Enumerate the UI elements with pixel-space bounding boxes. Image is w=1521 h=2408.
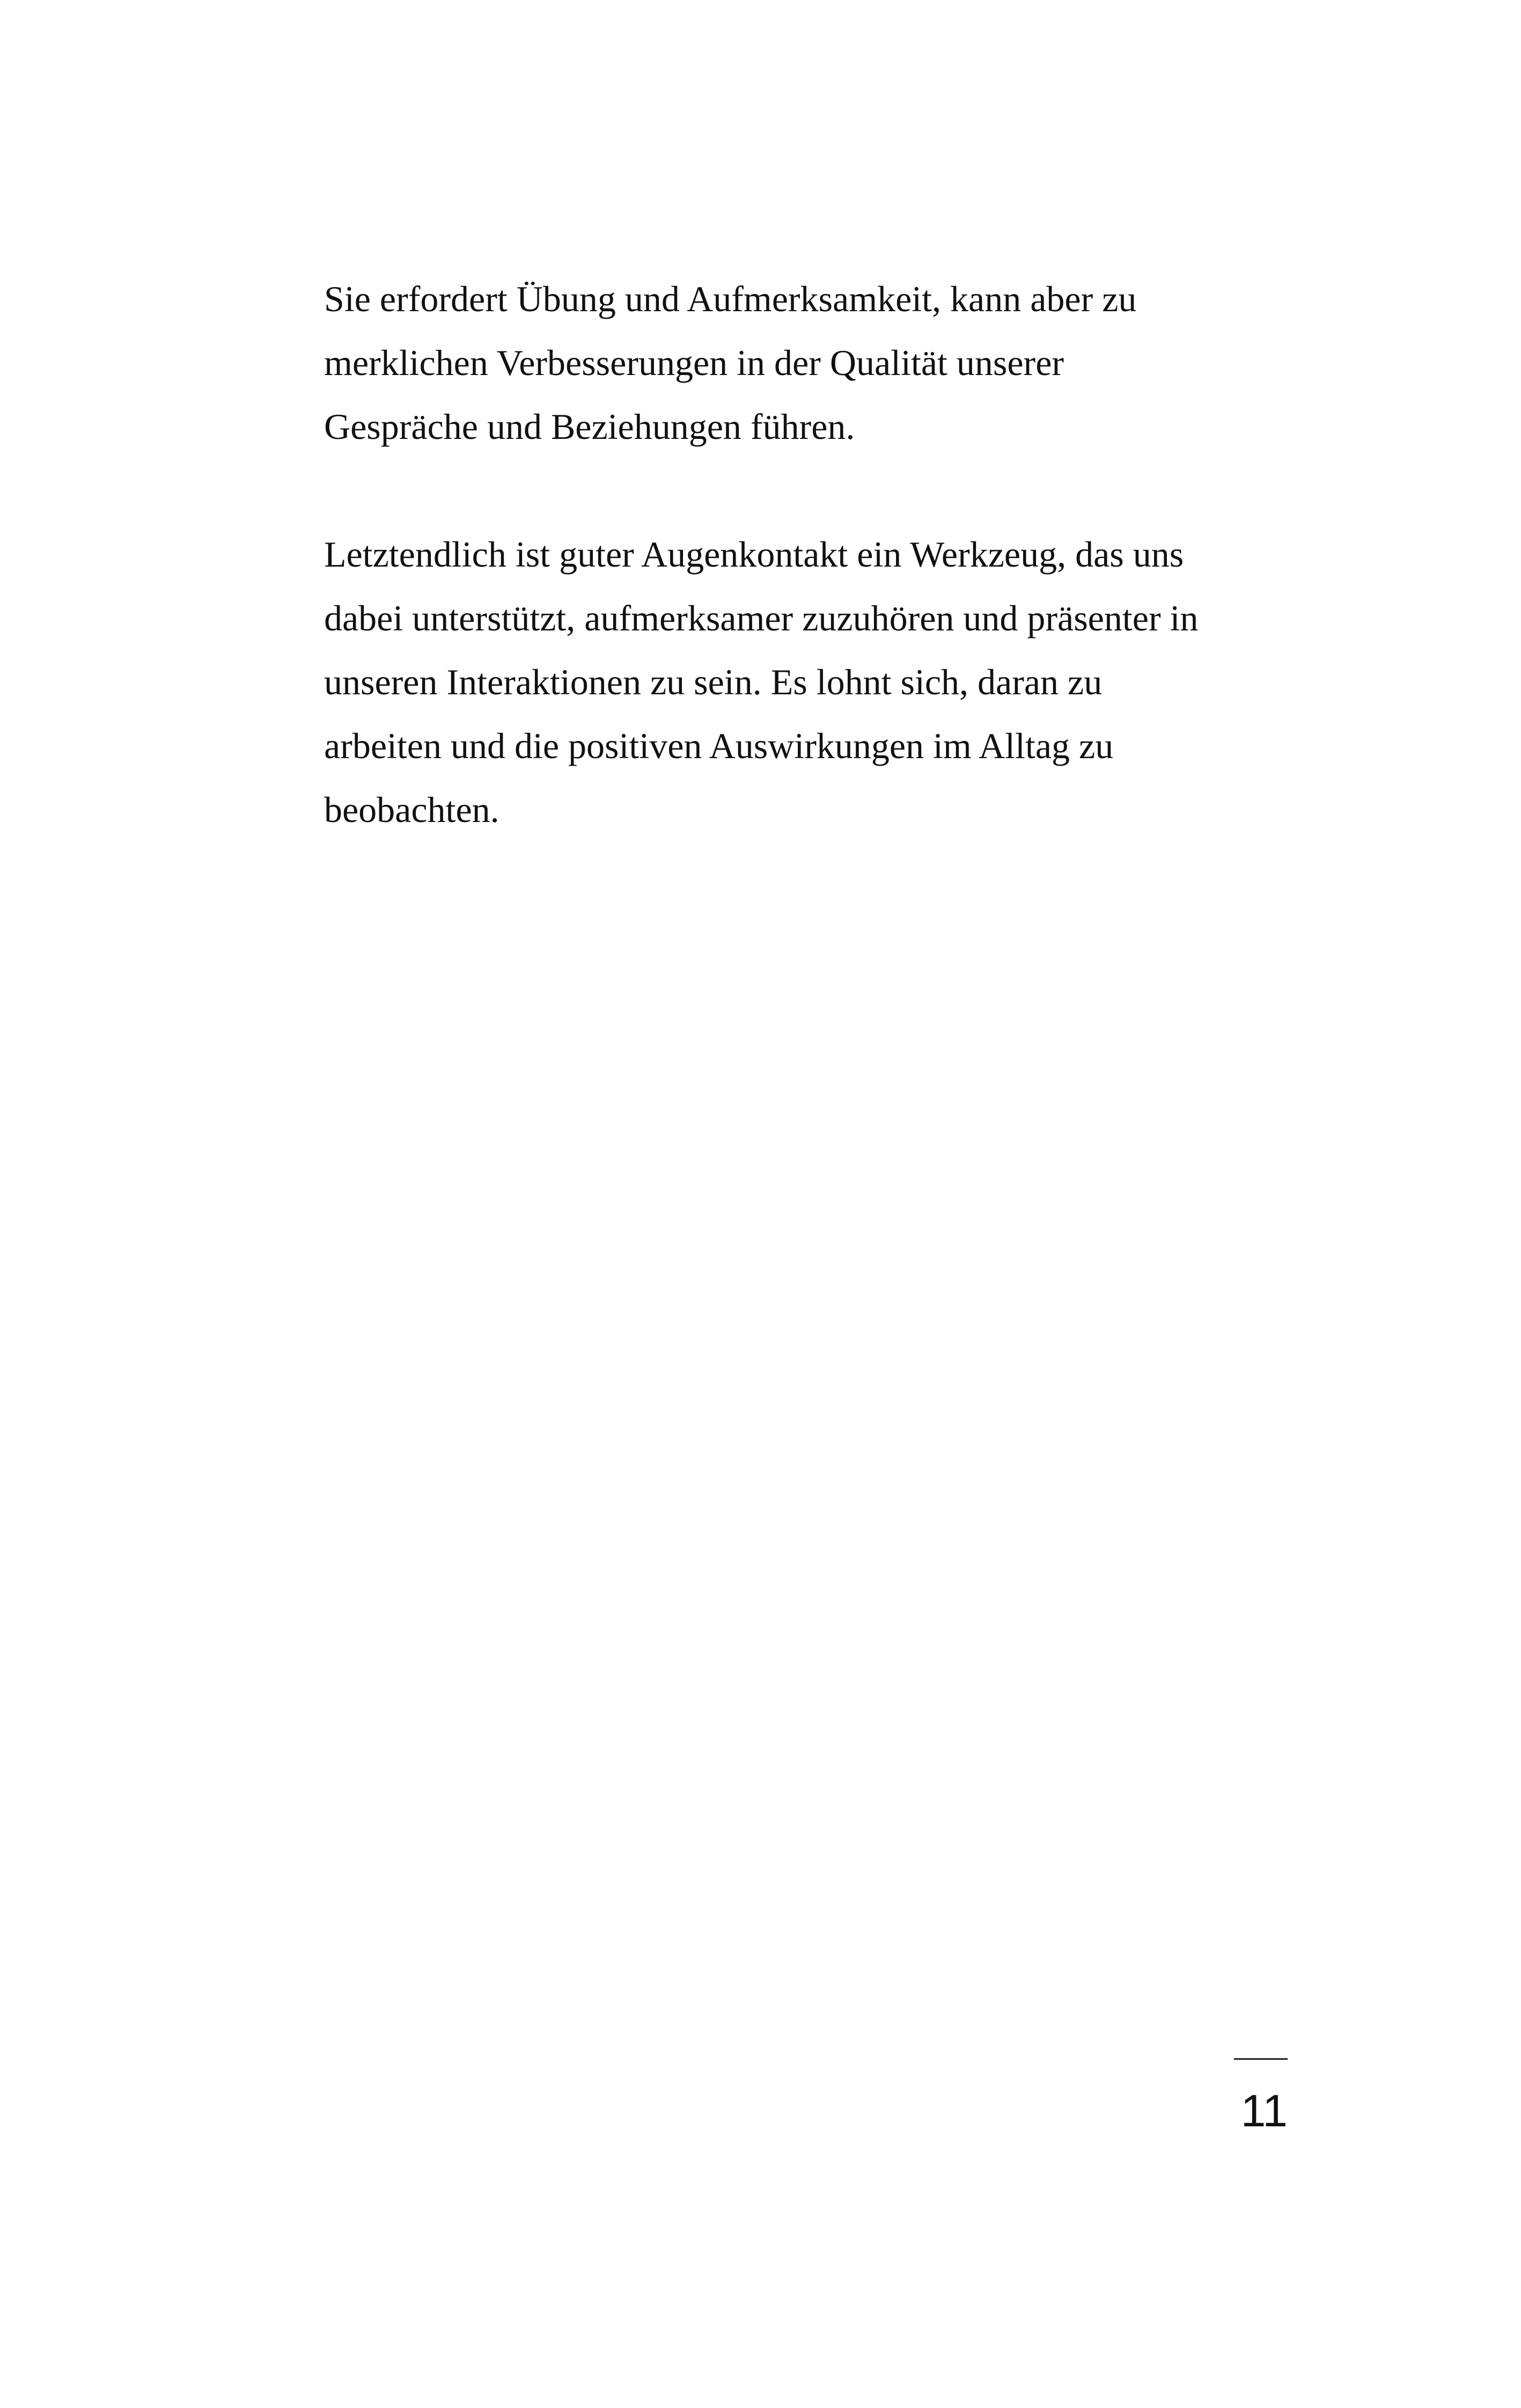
- text-line: unseren Interaktionen zu sein. Es lohnt sich, daran zu: [324, 662, 1103, 702]
- paragraph: [324, 267, 1300, 459]
- footer-divider: [1234, 2058, 1288, 2060]
- text-line: dabei unterstützt, aufmerksamer zuzuhören und präsenter in: [324, 598, 1199, 638]
- text-line: arbeiten und die positiven Auswirkungen im Alltag zu: [324, 725, 1114, 766]
- text-line: merklichen Verbesserungen in der Qualität unserer: [324, 342, 1064, 383]
- text-line: beobachten.: [324, 789, 499, 830]
- text-line: Sie erfordert Übung und Aufmerksamkeit, kann aber zu: [324, 278, 1137, 319]
- page-number: 11: [1240, 2086, 1288, 2136]
- paragraph: [324, 523, 1300, 842]
- text-line: Gespräche und Beziehungen führen.: [324, 406, 855, 447]
- text-line: Letztendlich ist guter Augenkontakt ein Werkzeug, das uns: [324, 534, 1184, 575]
- body-text: [324, 267, 1300, 906]
